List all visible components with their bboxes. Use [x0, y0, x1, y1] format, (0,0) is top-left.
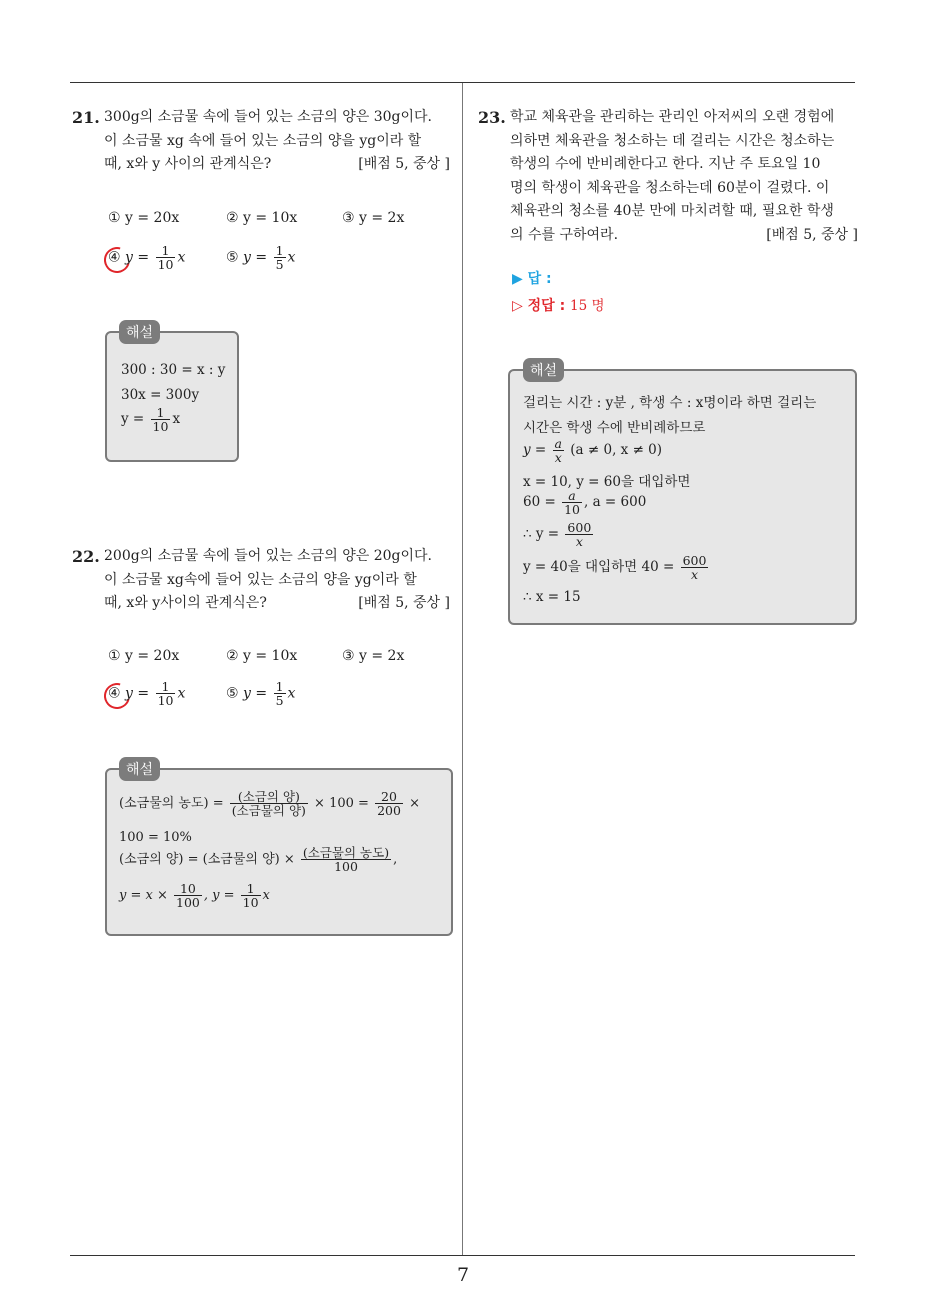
variable: x	[177, 249, 186, 266]
equation-lhs: 60 =	[523, 494, 556, 511]
denominator: 10	[242, 895, 259, 911]
equation-lhs: ∴ y =	[523, 526, 560, 543]
question-line: 학생의 수에 반비례한다고 한다. 지난 주 토요일 10	[510, 156, 821, 172]
equation-lhs: y =	[523, 442, 547, 459]
solution-line: 30x = 300y	[121, 387, 200, 403]
solution-tag: 해설	[523, 358, 564, 382]
numerator: 10	[174, 882, 202, 896]
fraction	[565, 521, 593, 548]
choice-2[interactable]: ② y = 10x	[226, 210, 298, 226]
choice-lhs: y =	[243, 685, 268, 702]
variable: x	[287, 685, 296, 702]
question-number: 22.	[72, 547, 100, 566]
fraction	[274, 680, 286, 707]
numerator: (소금의 양)	[230, 790, 308, 804]
numerator: 1	[156, 244, 176, 258]
solution-line	[119, 846, 397, 873]
solution-line	[119, 882, 270, 909]
choice-1[interactable]: ① y = 20x	[108, 648, 180, 664]
variable: x	[287, 249, 296, 266]
denominator: x	[575, 534, 583, 550]
variable: x	[262, 888, 270, 904]
solution-box-21	[105, 331, 239, 462]
denominator: 10	[564, 502, 580, 518]
fraction	[241, 882, 261, 909]
denominator: 100	[176, 895, 200, 911]
question-line: 의 수를 구하여라.	[510, 226, 619, 243]
solution-tag: 해설	[119, 757, 160, 781]
bottom-rule	[70, 1255, 855, 1256]
question-22	[72, 545, 450, 617]
choice-3[interactable]: ③ y = 2x	[342, 210, 405, 226]
equation-rhs: , a = 600	[583, 494, 647, 511]
denominator: 5	[275, 257, 284, 273]
correct-value: 15 명	[570, 298, 605, 314]
denominator: (소금물의 양)	[231, 803, 306, 819]
denominator: 10	[152, 419, 169, 435]
solution-line: x = 10, y = 60을 대입하면	[523, 474, 691, 490]
question-21	[72, 106, 450, 178]
question-line: 이 소금물 xg속에 들어 있는 소금의 양을 yg이라 할	[104, 571, 417, 588]
equation-end: ,	[393, 852, 398, 868]
question-23	[478, 106, 858, 254]
equation-lhs: (소금의 양) = (소금물의 양) ×	[119, 852, 295, 868]
solution-line	[523, 489, 646, 516]
fraction	[375, 790, 403, 817]
numerator: 1	[275, 243, 284, 258]
fraction	[274, 244, 286, 271]
equation-rhs: (a ≠ 0, x ≠ 0)	[570, 442, 663, 459]
choice-number: ④	[108, 249, 121, 266]
question-line: 명의 학생이 체육관을 청소하는데 60분이 걸렸다. 이	[510, 179, 830, 196]
equation-lhs: y = x ×	[119, 888, 168, 904]
numerator: a	[562, 489, 582, 503]
solution-line: 300 : 30 = x : y	[121, 362, 226, 378]
choice-lhs: y =	[125, 685, 150, 702]
equation-lhs: y =	[121, 411, 145, 428]
equation-lhs: y = 40을 대입하면 40 =	[523, 559, 675, 576]
variable: x	[177, 685, 186, 702]
fraction	[156, 680, 176, 707]
question-line: 이 소금물 xg 속에 들어 있는 소금의 양을 yg이라 할	[104, 132, 422, 149]
fraction	[156, 244, 176, 271]
solution-line: ∴ x = 15	[523, 589, 581, 605]
fraction	[681, 554, 709, 581]
question-line: 200g의 소금물 속에 들어 있는 소금의 양은 20g이다.	[104, 548, 432, 564]
choice-5[interactable]	[226, 244, 295, 271]
fraction	[553, 437, 564, 464]
numerator: 1	[275, 679, 284, 694]
numerator: 1	[151, 406, 171, 420]
numerator: a	[554, 436, 562, 451]
choices-22	[108, 648, 448, 718]
question-line: 학교 체육관을 관리하는 관리인 아저씨의 오랜 경험에	[510, 109, 835, 125]
fraction	[562, 489, 582, 516]
solution-line	[523, 437, 662, 464]
choice-number: ⑤	[226, 685, 239, 702]
numerator: 600	[567, 520, 592, 535]
correct-answer-label	[512, 294, 605, 315]
solution-line	[121, 406, 180, 433]
score-label: [배점 5, 중상 ]	[766, 227, 858, 243]
numerator: 1	[241, 882, 261, 896]
equation-lhs: (소금물의 농도) =	[119, 796, 224, 812]
numerator: 600	[682, 553, 707, 568]
solution-line: 걸리는 시간 : y분 , 학생 수 : x명이라 하면 걸리는	[523, 395, 817, 411]
denominator: x	[690, 567, 699, 583]
choice-number: ④	[108, 685, 121, 702]
question-line: 때, x와 y사이의 관계식은?	[104, 595, 267, 611]
score-label: [배점 5, 중상 ]	[358, 156, 450, 172]
column-divider	[462, 83, 463, 1255]
solution-line	[523, 554, 710, 581]
fraction	[230, 790, 308, 817]
question-line: 의하면 체육관을 청소하는 데 걸리는 시간은 청소하는	[510, 132, 835, 149]
choice-1[interactable]: ① y = 20x	[108, 210, 180, 226]
denominator: 100	[334, 859, 358, 875]
denominator: 10	[157, 693, 174, 709]
solution-line: 시간은 학생 수에 반비례하므로	[523, 420, 706, 436]
choice-number: ⑤	[226, 249, 239, 266]
choice-5[interactable]	[226, 680, 295, 707]
numerator: (소금물의 농도)	[302, 845, 390, 860]
solution-box-22	[105, 768, 453, 936]
solution-line: 100 = 10%	[119, 830, 192, 845]
choice-lhs: y =	[125, 249, 150, 266]
score-label: [배점 5, 중상 ]	[358, 595, 450, 611]
fraction	[174, 882, 202, 909]
variable: x	[172, 411, 181, 428]
fraction	[151, 406, 171, 433]
denominator: 10	[157, 257, 174, 273]
fraction	[301, 846, 391, 873]
denominator: x	[554, 450, 562, 466]
choice-4[interactable]	[108, 244, 185, 271]
correct-label: ▷ 정답 :	[512, 298, 566, 314]
page-number: 7	[456, 1264, 470, 1286]
question-line: 때, x와 y 사이의 관계식은?	[104, 156, 272, 172]
question-number: 23.	[478, 108, 506, 127]
choices-21	[108, 210, 448, 280]
question-line: 체육관의 청소를 40분 만에 마치려할 때, 필요한 학생	[510, 203, 834, 219]
numerator: 20	[375, 790, 403, 804]
choice-3[interactable]: ③ y = 2x	[342, 648, 405, 664]
denominator: 5	[275, 693, 284, 709]
equation-mid: × 100 =	[314, 796, 369, 812]
question-line: 300g의 소금물 속에 들어 있는 소금의 양은 30g이다.	[104, 109, 432, 125]
answer-input-label[interactable]: ▶ 답 :	[512, 271, 552, 287]
choice-2[interactable]: ② y = 10x	[226, 648, 298, 664]
solution-box-23	[508, 369, 857, 625]
equation-mid: , y =	[203, 888, 235, 904]
solution-tag: 해설	[119, 320, 160, 344]
solution-line	[119, 790, 420, 817]
question-number: 21.	[72, 108, 100, 127]
numerator: 1	[156, 680, 176, 694]
equation-end: ×	[409, 796, 420, 812]
choice-4[interactable]	[108, 680, 185, 707]
choice-lhs: y =	[243, 249, 268, 266]
denominator: 200	[377, 803, 401, 819]
solution-line	[523, 521, 595, 548]
